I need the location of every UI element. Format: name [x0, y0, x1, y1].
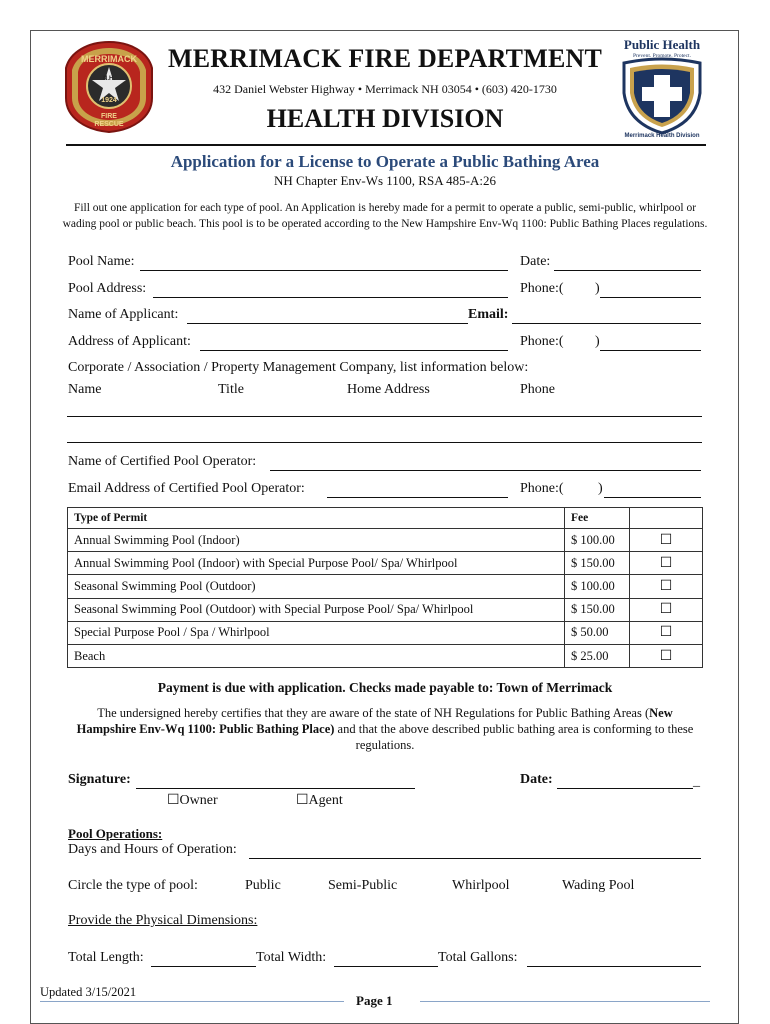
svg-text:Merrimack Health Division: Merrimack Health Division: [624, 133, 700, 139]
certify-open-paren: (: [644, 706, 650, 720]
table-row: [68, 529, 703, 552]
svg-text:1924: 1924: [101, 97, 117, 104]
applicant-address-field[interactable]: [200, 350, 508, 351]
pool-name-label: Pool Name:: [68, 254, 135, 269]
total-gallons-field[interactable]: [527, 966, 701, 967]
signature-date-field[interactable]: [557, 788, 693, 789]
pool-type-public[interactable]: Public: [245, 878, 281, 893]
svg-text:N.H.: N.H.: [103, 76, 115, 82]
pool-phone-field[interactable]: [600, 297, 701, 298]
pool-address-label: Pool Address:: [68, 281, 147, 296]
checkbox-header: [630, 508, 703, 529]
applicant-phone-field[interactable]: [600, 350, 701, 351]
permit-checkbox[interactable]: ☐: [630, 529, 703, 552]
applicant-address-label: Address of Applicant:: [68, 334, 191, 349]
permit-type: Seasonal Swimming Pool (Outdoor): [68, 575, 565, 598]
agent-checkbox[interactable]: ☐Agent: [296, 793, 343, 808]
date-field[interactable]: [554, 270, 701, 271]
applicant-phone-paren: ): [595, 334, 600, 349]
pool-type-semi-public[interactable]: Semi-Public: [328, 878, 398, 893]
corporate-entry-line-1[interactable]: [67, 416, 702, 417]
permit-fee: $ 25.00: [565, 644, 630, 667]
applicant-name-field[interactable]: [187, 323, 468, 324]
footer-rule-left: [40, 1001, 344, 1002]
certify-rest: and that the above described public bathing area is conforming to these regulations.: [334, 722, 694, 752]
permit-fee: $ 100.00: [565, 575, 630, 598]
table-row: [68, 575, 703, 598]
corporate-col-phone: Phone: [520, 382, 555, 397]
updated-date: Updated 3/15/2021: [40, 985, 137, 999]
physical-dimensions-heading: Provide the Physical Dimensions:: [68, 913, 258, 928]
corporate-col-name: Name: [68, 382, 102, 397]
division-title: HEALTH DIVISION: [266, 104, 504, 133]
permit-type: Special Purpose Pool / Spa / Whirlpool: [68, 621, 565, 644]
phone-paren: ): [595, 281, 600, 296]
permit-checkbox[interactable]: ☐: [630, 552, 703, 575]
signature-field[interactable]: [136, 788, 415, 789]
header-divider: [66, 144, 706, 146]
email-label: Email:: [468, 307, 509, 322]
operator-name-label: Name of Certified Pool Operator:: [68, 454, 257, 469]
applicant-name-label: Name of Applicant:: [68, 307, 179, 322]
svg-text:Prevent. Promote. Protect.: Prevent. Promote. Protect.: [633, 53, 691, 59]
total-width-field[interactable]: [334, 966, 438, 967]
operator-name-field[interactable]: [270, 470, 701, 471]
table-header-row: [68, 508, 703, 529]
corporate-col-home-address: Home Address: [347, 382, 430, 397]
pool-name-field[interactable]: [140, 270, 508, 271]
payment-notice: Payment is due with application. Checks made payable to: Town of Merrimack: [157, 680, 613, 695]
permit-fee: $ 100.00: [565, 529, 630, 552]
permit-type: Seasonal Swimming Pool (Outdoor) with Special Purpose Pool/ Spa/ Whirlpool: [68, 598, 565, 621]
certify-line1: The undersigned hereby certifies that they are aware of the state of NH Regulations for Public Bathing Areas: [97, 706, 642, 720]
page-number: Page 1: [356, 993, 393, 1008]
pool-address-field[interactable]: [153, 297, 508, 298]
intro-paragraph: Fill out one application for each type of pool. An Application is hereby made for a permit to operate a public, semi-public, whirlpool or wading pool or public beach. This pool is to be operated according to the New Hampshire Env-Wq 1100: Public Bathing Places regulations.: [62, 202, 708, 230]
corporate-entry-line-2[interactable]: [67, 442, 702, 443]
operator-phone-paren: ): [598, 481, 603, 496]
department-address: 432 Daniel Webster Highway • Merrimack NH 03054 • (603) 420-1730: [213, 82, 557, 96]
table-row: [68, 598, 703, 621]
date-label: Date:: [520, 254, 551, 269]
application-title: Application for a License to Operate a Public Bathing Area: [170, 152, 600, 171]
operator-email-field[interactable]: [327, 497, 508, 498]
permit-checkbox[interactable]: ☐: [630, 575, 703, 598]
svg-text:FIRE: FIRE: [101, 113, 117, 120]
pool-operations-heading: Pool Operations:: [68, 826, 163, 841]
operator-phone-field[interactable]: [604, 497, 701, 498]
circle-pool-type-label: Circle the type of pool:: [68, 878, 198, 893]
operator-email-label: Email Address of Certified Pool Operator:: [68, 481, 305, 496]
email-field[interactable]: [512, 323, 701, 324]
corporate-col-title: Title: [218, 382, 244, 397]
table-row: [68, 621, 703, 644]
corporate-instructions: Corporate / Association / Property Management Company, list information below:: [68, 360, 529, 375]
operator-phone-label: Phone:(: [520, 481, 564, 496]
svg-text:MERRIMACK: MERRIMACK: [81, 54, 137, 64]
applicant-phone-label: Phone:(: [520, 334, 564, 349]
permit-type: Annual Swimming Pool (Indoor): [68, 529, 565, 552]
pool-type-whirlpool[interactable]: Whirlpool: [452, 878, 510, 893]
days-hours-field[interactable]: [249, 858, 701, 859]
permit-fee: $ 150.00: [565, 598, 630, 621]
total-width-label: Total Width:: [256, 950, 327, 965]
permit-checkbox[interactable]: ☐: [630, 598, 703, 621]
certify-regulation: New Hampshire Env-Wq 1100: Public Bathing Place): [76, 706, 673, 736]
footer-rule-right: [420, 1001, 710, 1002]
total-length-label: Total Length:: [68, 950, 144, 965]
table-row: [68, 644, 703, 667]
signature-date-label: Date:: [520, 772, 553, 787]
permit-checkbox[interactable]: ☐: [630, 644, 703, 667]
total-length-field[interactable]: [151, 966, 256, 967]
phone-label: Phone:(: [520, 281, 564, 296]
pool-type-wading-pool[interactable]: Wading Pool: [562, 878, 635, 893]
permit-checkbox[interactable]: ☐: [630, 621, 703, 644]
permit-fee: $ 150.00: [565, 552, 630, 575]
permit-type: Beach: [68, 644, 565, 667]
permit-type-table: [67, 507, 703, 668]
fee-header: Fee: [565, 508, 630, 529]
permit-type-header: Type of Permit: [68, 508, 565, 529]
svg-text:RESCUE: RESCUE: [94, 121, 124, 128]
certification-paragraph: [70, 705, 700, 753]
permit-fee: $ 50.00: [565, 621, 630, 644]
permit-type: Annual Swimming Pool (Indoor) with Special Purpose Pool/ Spa/ Whirlpool: [68, 552, 565, 575]
svg-text:Public Health: Public Health: [623, 37, 701, 52]
signature-date-tail: _: [693, 774, 700, 789]
total-gallons-label: Total Gallons:: [438, 950, 518, 965]
signature-label: Signature:: [68, 772, 131, 787]
table-row: [68, 552, 703, 575]
owner-checkbox[interactable]: ☐Owner: [167, 793, 218, 808]
regulation-chapter: NH Chapter Env-Ws 1100, RSA 485-A:26: [274, 173, 496, 188]
department-title: MERRIMACK FIRE DEPARTMENT: [167, 44, 603, 73]
days-hours-label: Days and Hours of Operation:: [68, 842, 237, 857]
